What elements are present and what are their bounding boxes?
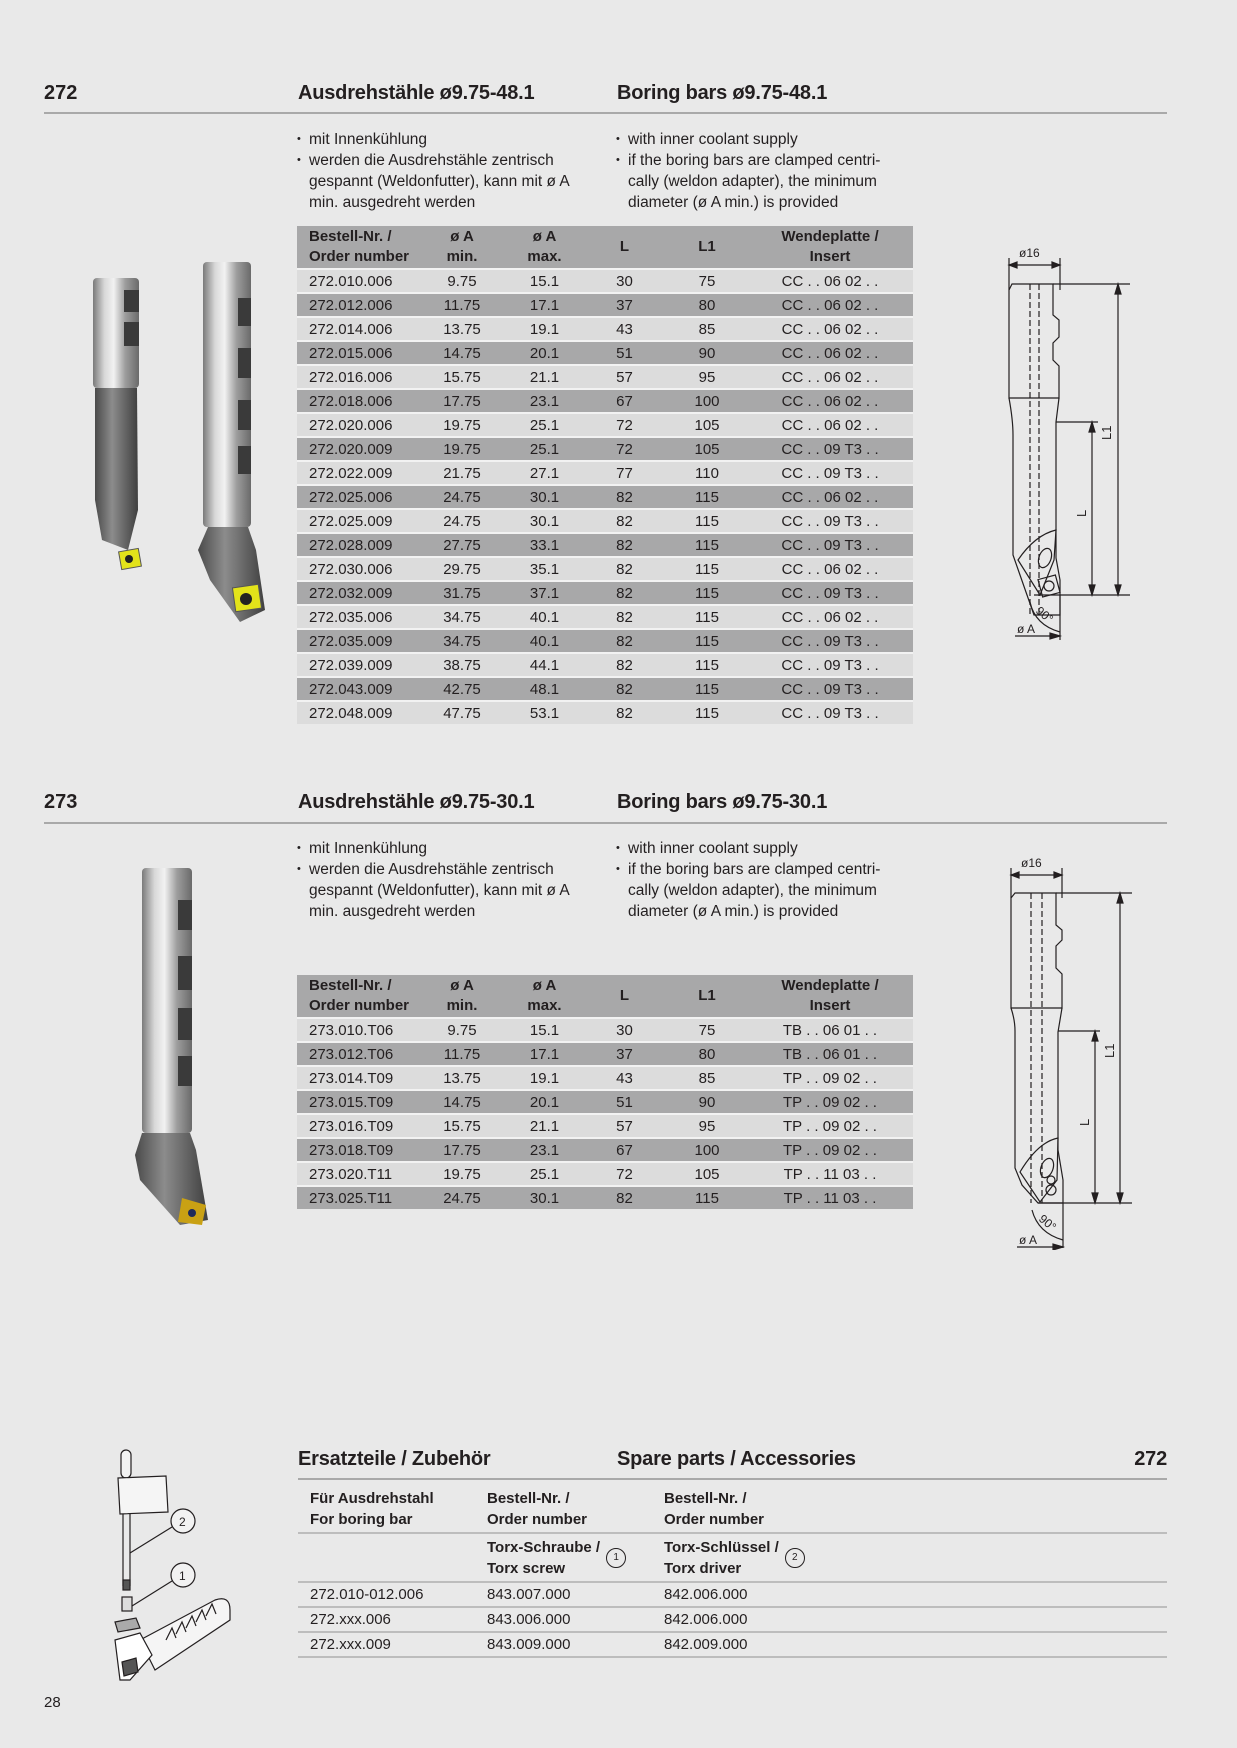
a-min-cell: 14.75: [417, 1089, 507, 1113]
bullet: • mit Innenkühlung: [297, 129, 597, 150]
a-min-cell: 42.75: [417, 676, 507, 700]
order-number-cell: 272.030.006: [297, 556, 417, 580]
bullet: • with inner coolant supply: [616, 838, 901, 859]
a-min-cell: 21.75: [417, 460, 507, 484]
order-number-cell: 272.025.006: [297, 484, 417, 508]
l1-cell: 115: [667, 532, 747, 556]
l1-cell: 75: [667, 1017, 747, 1041]
a-max-cell: 33.1: [507, 532, 582, 556]
a-max-cell: 15.1: [507, 268, 582, 292]
a-min-cell: 34.75: [417, 628, 507, 652]
dim-l: L: [1074, 509, 1089, 517]
l1-cell: 115: [667, 1185, 747, 1209]
l1-cell: 115: [667, 508, 747, 532]
accessories-header: [298, 1485, 1167, 1533]
l-cell: 43: [582, 1065, 667, 1089]
l1-cell: 95: [667, 364, 747, 388]
a-min-cell: 19.75: [417, 436, 507, 460]
a-min-cell: 29.75: [417, 556, 507, 580]
screw-cell: 843.006.000: [475, 1607, 652, 1632]
l-cell: 51: [582, 340, 667, 364]
torx-screw-label: Torx-Schraube / Torx screw1: [475, 1533, 652, 1582]
a-max-cell: 15.1: [507, 1017, 582, 1041]
table-header: [297, 975, 913, 1017]
table-header: [297, 226, 913, 268]
col-a-max: ø A max.: [507, 226, 582, 268]
l-cell: 82: [582, 700, 667, 724]
table-row: [298, 1632, 1167, 1657]
col-driver-order-number: Bestell-Nr. / Order number: [664, 1490, 765, 1528]
l-cell: 37: [582, 1041, 667, 1065]
insert-cell: CC . . 06 02 . .: [747, 388, 913, 412]
section-273-bullets-en: [616, 838, 901, 922]
a-max-cell: 25.1: [507, 1161, 582, 1185]
insert-cell: CC . . 06 02 . .: [747, 556, 913, 580]
a-max-cell: 40.1: [507, 604, 582, 628]
l-cell: 57: [582, 364, 667, 388]
l1-cell: 115: [667, 484, 747, 508]
l1-cell: 115: [667, 604, 747, 628]
insert-cell: CC . . 06 02 . .: [747, 364, 913, 388]
insert-cell: TB . . 06 01 . .: [747, 1017, 913, 1041]
section-272-number: 272: [44, 82, 78, 104]
order-number-cell: 273.016.T09: [297, 1113, 417, 1137]
a-max-cell: 30.1: [507, 508, 582, 532]
a-min-cell: 13.75: [417, 316, 507, 340]
order-number-cell: 272.018.006: [297, 388, 417, 412]
table-row: [297, 1065, 913, 1089]
a-max-cell: 27.1: [507, 460, 582, 484]
table-row: [297, 532, 913, 556]
order-number-cell: 272.010.006: [297, 268, 417, 292]
insert-cell: CC . . 06 02 . .: [747, 292, 913, 316]
table-row: [297, 364, 913, 388]
l1-cell: 85: [667, 316, 747, 340]
order-number-cell: 273.014.T09: [297, 1065, 417, 1089]
l-cell: 51: [582, 1089, 667, 1113]
col-a-min: ø A min.: [417, 975, 507, 1017]
insert-cell: CC . . 09 T3 . .: [747, 532, 913, 556]
callout-1-label: 1: [179, 1569, 186, 1583]
bullet: • if the boring bars are clamped centri-cally (weldon adapter), the minimum diameter (ø A min.) is provided: [616, 150, 901, 213]
a-min-cell: 15.75: [417, 364, 507, 388]
l1-cell: 105: [667, 412, 747, 436]
table-row: [298, 1582, 1167, 1607]
dim-l: L: [1077, 1118, 1092, 1126]
order-number-cell: 273.010.T06: [297, 1017, 417, 1041]
l1-cell: 95: [667, 1113, 747, 1137]
a-max-cell: 30.1: [507, 484, 582, 508]
table-row: [297, 1041, 913, 1065]
table-row: [297, 676, 913, 700]
order-number-cell: 272.016.006: [297, 364, 417, 388]
order-number-cell: 272.025.009: [297, 508, 417, 532]
section-273-number: 273: [44, 791, 78, 813]
order-number-cell: 272.020.009: [297, 436, 417, 460]
l1-cell: 115: [667, 676, 747, 700]
col-l: L: [582, 226, 667, 268]
table-row: [297, 268, 913, 292]
accessories-rule: [298, 1478, 1167, 1480]
table-row: [297, 1185, 913, 1209]
section-272-rule: [44, 112, 1167, 114]
table-row: [297, 412, 913, 436]
section-272-title-en: Boring bars ø9.75-48.1: [617, 82, 828, 104]
table-row: [297, 1113, 913, 1137]
l-cell: 82: [582, 580, 667, 604]
l1-cell: 110: [667, 460, 747, 484]
a-min-cell: 13.75: [417, 1065, 507, 1089]
insert-cell: TP . . 11 03 . .: [747, 1161, 913, 1185]
accessories-exploded-drawing: [80, 1440, 260, 1700]
insert-cell: CC . . 06 02 . .: [747, 604, 913, 628]
accessories-table: [298, 1485, 1167, 1658]
l-cell: 82: [582, 652, 667, 676]
col-insert: Wendeplatte / Insert: [747, 226, 913, 268]
table-row: [297, 556, 913, 580]
l-cell: 77: [582, 460, 667, 484]
l-cell: 82: [582, 604, 667, 628]
dim-shank-dia: ø16: [1019, 246, 1040, 260]
insert-cell: CC . . 09 T3 . .: [747, 652, 913, 676]
a-min-cell: 27.75: [417, 532, 507, 556]
col-screw-order-number: Bestell-Nr. / Order number: [487, 1490, 588, 1528]
callout-1-badge: 1: [606, 1548, 626, 1568]
dim-l1: L1: [1099, 425, 1114, 440]
order-number-cell: 272.048.009: [297, 700, 417, 724]
page-number: 28: [44, 1694, 61, 1711]
table-row: [297, 1089, 913, 1113]
order-number-cell: 272.035.006: [297, 604, 417, 628]
a-min-cell: 34.75: [417, 604, 507, 628]
insert-cell: CC . . 09 T3 . .: [747, 436, 913, 460]
l-cell: 82: [582, 628, 667, 652]
a-min-cell: 24.75: [417, 1185, 507, 1209]
l1-cell: 105: [667, 436, 747, 460]
bullet: • mit Innenkühlung: [297, 838, 597, 859]
l1-cell: 115: [667, 556, 747, 580]
torx-driver-label: Torx-Schlüssel / Torx driver2: [652, 1533, 1167, 1582]
col-insert: Wendeplatte / Insert: [747, 975, 913, 1017]
a-max-cell: 48.1: [507, 676, 582, 700]
a-min-cell: 9.75: [417, 268, 507, 292]
section-272-bullets-en: [616, 129, 901, 213]
insert-cell: TB . . 06 01 . .: [747, 1041, 913, 1065]
section-272-bullets-de: [297, 129, 597, 213]
boring-bar-cell: 272.010-012.006: [298, 1582, 475, 1607]
driver-cell: 842.006.000: [652, 1582, 1167, 1607]
col-l1: L1: [667, 975, 747, 1017]
a-max-cell: 37.1: [507, 580, 582, 604]
a-max-cell: 25.1: [507, 436, 582, 460]
a-min-cell: 47.75: [417, 700, 507, 724]
table-row: [297, 1137, 913, 1161]
l1-cell: 75: [667, 268, 747, 292]
boring-bar-photo-272: [80, 250, 280, 630]
accessories-ref-number: 272: [1134, 1448, 1167, 1470]
a-max-cell: 21.1: [507, 364, 582, 388]
order-number-cell: 272.035.009: [297, 628, 417, 652]
a-max-cell: 20.1: [507, 1089, 582, 1113]
a-min-cell: 17.75: [417, 1137, 507, 1161]
insert-cell: TP . . 09 02 . .: [747, 1089, 913, 1113]
a-max-cell: 17.1: [507, 292, 582, 316]
l1-cell: 115: [667, 652, 747, 676]
section-273-title-en: Boring bars ø9.75-30.1: [617, 791, 828, 813]
dim-dia-a: ø A: [1019, 1233, 1038, 1247]
l1-cell: 100: [667, 388, 747, 412]
table-row: [297, 652, 913, 676]
a-max-cell: 17.1: [507, 1041, 582, 1065]
l-cell: 67: [582, 1137, 667, 1161]
order-number-cell: 272.028.009: [297, 532, 417, 556]
dim-dia-a: ø A: [1017, 622, 1036, 636]
order-number-cell: 272.032.009: [297, 580, 417, 604]
section-273-title-de: Ausdrehstähle ø9.75-30.1: [298, 791, 535, 813]
a-min-cell: 11.75: [417, 1041, 507, 1065]
screw-cell: 843.009.000: [475, 1632, 652, 1657]
callout-2-label: 2: [179, 1515, 186, 1529]
boring-bar-cell: 272.xxx.006: [298, 1607, 475, 1632]
table-row: [297, 484, 913, 508]
insert-cell: CC . . 09 T3 . .: [747, 676, 913, 700]
table-row: [297, 316, 913, 340]
bullet: • if the boring bars are clamped centri-cally (weldon adapter), the minimum diameter (ø A min.) is provided: [616, 859, 901, 922]
table-row: [297, 460, 913, 484]
callout-2-badge: 2: [785, 1548, 805, 1568]
insert-cell: CC . . 09 T3 . .: [747, 580, 913, 604]
insert-cell: TP . . 09 02 . .: [747, 1113, 913, 1137]
order-number-cell: 273.018.T09: [297, 1137, 417, 1161]
l-cell: 37: [582, 292, 667, 316]
a-max-cell: 20.1: [507, 340, 582, 364]
order-number-cell: 272.020.006: [297, 412, 417, 436]
a-min-cell: 9.75: [417, 1017, 507, 1041]
a-min-cell: 19.75: [417, 1161, 507, 1185]
a-min-cell: 14.75: [417, 340, 507, 364]
insert-cell: CC . . 06 02 . .: [747, 268, 913, 292]
col-l1: L1: [667, 226, 747, 268]
technical-drawing-273: [990, 850, 1140, 1250]
screw-cell: 843.007.000: [475, 1582, 652, 1607]
col-order-number: Bestell-Nr. / Order number: [297, 975, 417, 1017]
a-max-cell: 40.1: [507, 628, 582, 652]
table-row: [297, 436, 913, 460]
insert-cell: CC . . 06 02 . .: [747, 412, 913, 436]
l1-cell: 115: [667, 580, 747, 604]
insert-cell: TP . . 09 02 . .: [747, 1065, 913, 1089]
accessories-title-en: Spare parts / Accessories: [617, 1448, 856, 1470]
table-row: [297, 292, 913, 316]
order-number-cell: 273.020.T11: [297, 1161, 417, 1185]
a-max-cell: 23.1: [507, 1137, 582, 1161]
l1-cell: 115: [667, 628, 747, 652]
a-min-cell: 11.75: [417, 292, 507, 316]
a-min-cell: 24.75: [417, 484, 507, 508]
section-273-rule: [44, 822, 1167, 824]
table-row: [297, 1017, 913, 1041]
l-cell: 30: [582, 1017, 667, 1041]
insert-cell: CC . . 09 T3 . .: [747, 460, 913, 484]
insert-cell: CC . . 09 T3 . .: [747, 508, 913, 532]
l1-cell: 80: [667, 292, 747, 316]
a-min-cell: 31.75: [417, 580, 507, 604]
a-min-cell: 17.75: [417, 388, 507, 412]
dim-angle: 90°: [1036, 1211, 1059, 1234]
col-for-boring-bar: Für Ausdrehstahl For boring bar: [310, 1490, 434, 1528]
order-number-cell: 273.012.T06: [297, 1041, 417, 1065]
l1-cell: 115: [667, 700, 747, 724]
col-l: L: [582, 975, 667, 1017]
l-cell: 72: [582, 412, 667, 436]
a-max-cell: 21.1: [507, 1113, 582, 1137]
l1-cell: 105: [667, 1161, 747, 1185]
table-row: [297, 1161, 913, 1185]
a-max-cell: 25.1: [507, 412, 582, 436]
order-number-cell: 272.043.009: [297, 676, 417, 700]
l-cell: 57: [582, 1113, 667, 1137]
a-max-cell: 44.1: [507, 652, 582, 676]
l-cell: 72: [582, 436, 667, 460]
l1-cell: 80: [667, 1041, 747, 1065]
table-row: [297, 340, 913, 364]
table-row: [298, 1607, 1167, 1632]
driver-cell: 842.006.000: [652, 1607, 1167, 1632]
a-min-cell: 15.75: [417, 1113, 507, 1137]
a-max-cell: 30.1: [507, 1185, 582, 1209]
a-max-cell: 35.1: [507, 556, 582, 580]
l-cell: 82: [582, 676, 667, 700]
l-cell: 82: [582, 508, 667, 532]
order-number-cell: 272.014.006: [297, 316, 417, 340]
bullet: • werden die Ausdrehstähle zentrisch gespannt (Weldonfutter), kann mit ø A min. ausgedreht werden: [297, 150, 597, 213]
a-max-cell: 23.1: [507, 388, 582, 412]
table-row: [297, 580, 913, 604]
l-cell: 72: [582, 1161, 667, 1185]
order-number-cell: 272.039.009: [297, 652, 417, 676]
dim-angle: 90°: [1033, 603, 1056, 626]
a-max-cell: 53.1: [507, 700, 582, 724]
insert-cell: CC . . 09 T3 . .: [747, 628, 913, 652]
driver-cell: 842.009.000: [652, 1632, 1167, 1657]
bullet: • werden die Ausdrehstähle zentrisch gespannt (Weldonfutter), kann mit ø A min. ausgedreht werden: [297, 859, 597, 922]
order-number-cell: 272.012.006: [297, 292, 417, 316]
l-cell: 82: [582, 484, 667, 508]
accessories-subheader: [298, 1533, 1167, 1582]
bullet: • with inner coolant supply: [616, 129, 901, 150]
l-cell: 67: [582, 388, 667, 412]
table-row: [297, 604, 913, 628]
insert-cell: CC . . 06 02 . .: [747, 340, 913, 364]
section-272-table: [297, 226, 913, 724]
a-max-cell: 19.1: [507, 1065, 582, 1089]
order-number-cell: 273.025.T11: [297, 1185, 417, 1209]
dim-l1: L1: [1102, 1043, 1117, 1058]
l1-cell: 90: [667, 1089, 747, 1113]
col-a-min: ø A min.: [417, 226, 507, 268]
section-272-title-de: Ausdrehstähle ø9.75-48.1: [298, 82, 535, 104]
l1-cell: 90: [667, 340, 747, 364]
insert-cell: TP . . 09 02 . .: [747, 1137, 913, 1161]
order-number-cell: 272.015.006: [297, 340, 417, 364]
a-min-cell: 19.75: [417, 412, 507, 436]
table-row: [297, 388, 913, 412]
l-cell: 30: [582, 268, 667, 292]
insert-cell: CC . . 06 02 . .: [747, 316, 913, 340]
boring-bar-photo-273: [120, 860, 220, 1230]
a-min-cell: 24.75: [417, 508, 507, 532]
a-max-cell: 19.1: [507, 316, 582, 340]
l-cell: 82: [582, 532, 667, 556]
l1-cell: 85: [667, 1065, 747, 1089]
col-order-number: Bestell-Nr. / Order number: [297, 226, 417, 268]
insert-cell: CC . . 06 02 . .: [747, 484, 913, 508]
l-cell: 82: [582, 1185, 667, 1209]
col-a-max: ø A max.: [507, 975, 582, 1017]
l-cell: 82: [582, 556, 667, 580]
insert-cell: CC . . 09 T3 . .: [747, 700, 913, 724]
section-273-table: [297, 975, 913, 1209]
insert-cell: TP . . 11 03 . .: [747, 1185, 913, 1209]
boring-bar-cell: 272.xxx.009: [298, 1632, 475, 1657]
l-cell: 43: [582, 316, 667, 340]
table-row: [297, 700, 913, 724]
technical-drawing-272: [990, 240, 1140, 650]
order-number-cell: 272.022.009: [297, 460, 417, 484]
order-number-cell: 273.015.T09: [297, 1089, 417, 1113]
a-min-cell: 38.75: [417, 652, 507, 676]
section-273-bullets-de: [297, 838, 597, 922]
table-row: [297, 628, 913, 652]
l1-cell: 100: [667, 1137, 747, 1161]
dim-shank-dia: ø16: [1021, 856, 1042, 870]
table-row: [297, 508, 913, 532]
accessories-title-de: Ersatzteile / Zubehör: [298, 1448, 491, 1470]
